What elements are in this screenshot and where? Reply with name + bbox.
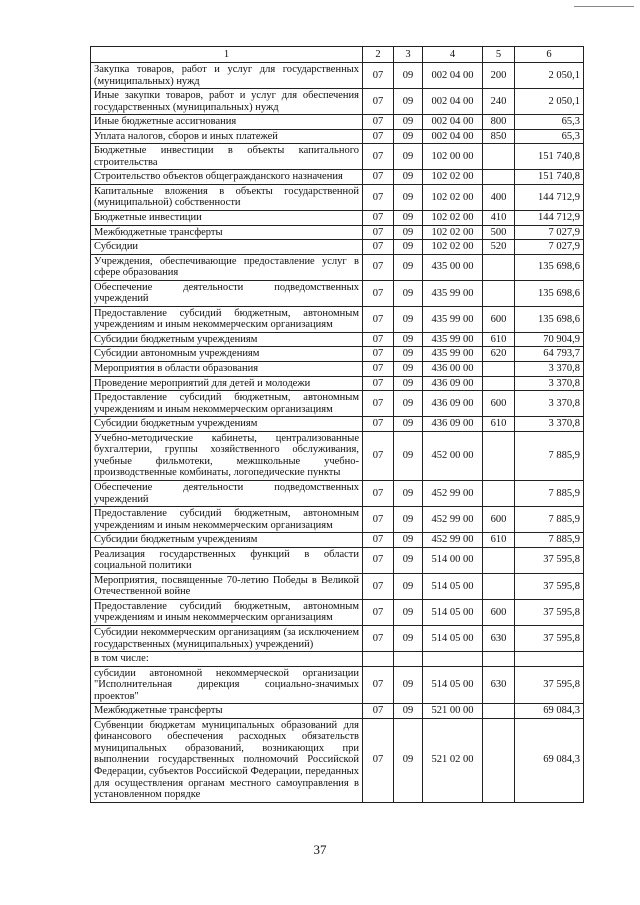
row-name-cell: Закупка товаров, работ и услуг для государственных (муниципальных) нужд bbox=[91, 63, 363, 89]
section-code-cell: 07 bbox=[363, 225, 394, 240]
header-cell: 5 bbox=[483, 47, 515, 63]
subsection-code-cell: 09 bbox=[394, 144, 423, 170]
amount-cell: 7 885,9 bbox=[515, 431, 584, 480]
header-cell: 1 bbox=[91, 47, 363, 63]
section-code-cell: 07 bbox=[363, 184, 394, 210]
table-row bbox=[91, 63, 584, 89]
amount-cell: 2 050,1 bbox=[515, 89, 584, 115]
row-name-cell: Субсидии автономным учреждениям bbox=[91, 347, 363, 362]
amount-cell: 3 370,8 bbox=[515, 362, 584, 377]
section-code-cell: 07 bbox=[363, 115, 394, 130]
row-name-cell: Обеспечение деятельности подведомственных учреждений bbox=[91, 280, 363, 306]
target-article-cell: 002 04 00 bbox=[423, 129, 483, 144]
subsection-code-cell: 09 bbox=[394, 225, 423, 240]
subsection-code-cell: 09 bbox=[394, 63, 423, 89]
row-name-cell: в том числе: bbox=[91, 652, 363, 667]
header-cell: 3 bbox=[394, 47, 423, 63]
amount-cell: 7 027,9 bbox=[515, 240, 584, 255]
expense-type-cell: 500 bbox=[483, 225, 515, 240]
target-article-cell: 436 09 00 bbox=[423, 391, 483, 417]
expense-type-cell: 600 bbox=[483, 306, 515, 332]
section-code-cell: 07 bbox=[363, 63, 394, 89]
section-code-cell: 07 bbox=[363, 362, 394, 377]
subsection-code-cell: 09 bbox=[394, 115, 423, 130]
expense-type-cell: 630 bbox=[483, 666, 515, 704]
expense-type-cell: 400 bbox=[483, 184, 515, 210]
target-article-cell: 435 00 00 bbox=[423, 254, 483, 280]
page-number: 37 bbox=[313, 842, 327, 857]
table-row bbox=[91, 129, 584, 144]
target-article-cell: 514 00 00 bbox=[423, 547, 483, 573]
amount-cell: 37 595,8 bbox=[515, 547, 584, 573]
section-code-cell: 07 bbox=[363, 599, 394, 625]
target-article-cell: 102 00 00 bbox=[423, 144, 483, 170]
row-name-cell: Уплата налогов, сборов и иных платежей bbox=[91, 129, 363, 144]
amount-cell: 2 050,1 bbox=[515, 63, 584, 89]
section-code-cell: 07 bbox=[363, 89, 394, 115]
row-name-cell: Мероприятия, посвященные 70-летию Победы в Великой Отечественной войне bbox=[91, 573, 363, 599]
row-name-cell: Субсидии bbox=[91, 240, 363, 255]
target-article-cell: 435 99 00 bbox=[423, 332, 483, 347]
amount-cell: 69 084,3 bbox=[515, 718, 584, 802]
expense-type-cell: 200 bbox=[483, 63, 515, 89]
table-row bbox=[91, 240, 584, 255]
expense-type-cell: 610 bbox=[483, 332, 515, 347]
row-name-cell: Предоставление субсидий бюджетным, автономным учреждениям и иным некоммерческим организациям bbox=[91, 599, 363, 625]
row-name-cell: Обеспечение деятельности подведомственных учреждений bbox=[91, 480, 363, 506]
row-name-cell: Субсидии бюджетным учреждениям bbox=[91, 533, 363, 548]
expense-type-cell bbox=[483, 718, 515, 802]
amount-cell: 7 885,9 bbox=[515, 480, 584, 506]
table-row bbox=[91, 625, 584, 651]
amount-cell bbox=[515, 652, 584, 667]
target-article-cell: 521 02 00 bbox=[423, 718, 483, 802]
section-code-cell: 07 bbox=[363, 507, 394, 533]
row-name-cell: Субсидии бюджетным учреждениям bbox=[91, 417, 363, 432]
subsection-code-cell: 09 bbox=[394, 89, 423, 115]
target-article-cell: 514 05 00 bbox=[423, 666, 483, 704]
row-name-cell: Субсидии некоммерческим организациям (за исключением государственных (муниципальных) учреждений) bbox=[91, 625, 363, 651]
row-name-cell: субсидии автономной некоммерческой организации "Исполнительная дирекция социально-значимых проектов" bbox=[91, 666, 363, 704]
amount-cell: 37 595,8 bbox=[515, 573, 584, 599]
amount-cell: 135 698,6 bbox=[515, 280, 584, 306]
amount-cell: 37 595,8 bbox=[515, 599, 584, 625]
expense-type-cell bbox=[483, 144, 515, 170]
section-code-cell: 07 bbox=[363, 240, 394, 255]
amount-cell: 65,3 bbox=[515, 115, 584, 130]
subsection-code-cell: 09 bbox=[394, 240, 423, 255]
subsection-code-cell: 09 bbox=[394, 391, 423, 417]
amount-cell: 3 370,8 bbox=[515, 417, 584, 432]
section-code-cell: 07 bbox=[363, 573, 394, 599]
subsection-code-cell: 09 bbox=[394, 129, 423, 144]
target-article-cell: 102 02 00 bbox=[423, 240, 483, 255]
table-row bbox=[91, 391, 584, 417]
row-name-cell: Иные закупки товаров, работ и услуг для обеспечения государственных (муниципальных) нужд bbox=[91, 89, 363, 115]
section-code-cell: 07 bbox=[363, 666, 394, 704]
subsection-code-cell: 09 bbox=[394, 211, 423, 226]
amount-cell: 7 885,9 bbox=[515, 507, 584, 533]
row-name-cell: Проведение мероприятий для детей и молодежи bbox=[91, 376, 363, 391]
row-name-cell: Предоставление субсидий бюджетным, автономным учреждениям и иным некоммерческим организациям bbox=[91, 507, 363, 533]
target-article-cell: 002 04 00 bbox=[423, 89, 483, 115]
amount-cell: 64 793,7 bbox=[515, 347, 584, 362]
row-name-cell: Межбюджетные трансферты bbox=[91, 704, 363, 719]
section-code-cell: 07 bbox=[363, 417, 394, 432]
expense-type-cell: 800 bbox=[483, 115, 515, 130]
subsection-code-cell: 09 bbox=[394, 306, 423, 332]
expense-type-cell: 610 bbox=[483, 533, 515, 548]
section-code-cell: 07 bbox=[363, 625, 394, 651]
target-article-cell: 514 05 00 bbox=[423, 625, 483, 651]
subsection-code-cell bbox=[394, 652, 423, 667]
amount-cell: 69 084,3 bbox=[515, 704, 584, 719]
target-article-cell: 436 09 00 bbox=[423, 376, 483, 391]
target-article-cell: 452 99 00 bbox=[423, 507, 483, 533]
target-article-cell: 514 05 00 bbox=[423, 599, 483, 625]
target-article-cell: 436 09 00 bbox=[423, 417, 483, 432]
section-code-cell: 07 bbox=[363, 704, 394, 719]
table-row bbox=[91, 225, 584, 240]
target-article-cell: 102 02 00 bbox=[423, 170, 483, 185]
amount-cell: 7 885,9 bbox=[515, 533, 584, 548]
target-article-cell bbox=[423, 652, 483, 667]
target-article-cell: 514 05 00 bbox=[423, 573, 483, 599]
expense-type-cell: 600 bbox=[483, 599, 515, 625]
subsection-code-cell: 09 bbox=[394, 280, 423, 306]
subsection-code-cell: 09 bbox=[394, 718, 423, 802]
target-article-cell: 452 99 00 bbox=[423, 533, 483, 548]
row-name-cell: Предоставление субсидий бюджетным, автономным учреждениям и иным некоммерческим организациям bbox=[91, 306, 363, 332]
table-row bbox=[91, 170, 584, 185]
amount-cell: 135 698,6 bbox=[515, 306, 584, 332]
expense-type-cell: 620 bbox=[483, 347, 515, 362]
section-code-cell: 07 bbox=[363, 347, 394, 362]
section-code-cell: 07 bbox=[363, 129, 394, 144]
amount-cell: 3 370,8 bbox=[515, 376, 584, 391]
expense-type-cell: 850 bbox=[483, 129, 515, 144]
table-row bbox=[91, 211, 584, 226]
target-article-cell: 102 02 00 bbox=[423, 211, 483, 226]
table-header-row bbox=[91, 47, 584, 63]
expense-type-cell bbox=[483, 170, 515, 185]
target-article-cell: 436 00 00 bbox=[423, 362, 483, 377]
table-row bbox=[91, 704, 584, 719]
amount-cell: 135 698,6 bbox=[515, 254, 584, 280]
subsection-code-cell: 09 bbox=[394, 547, 423, 573]
subsection-code-cell: 09 bbox=[394, 184, 423, 210]
amount-cell: 144 712,9 bbox=[515, 211, 584, 226]
row-name-cell: Бюджетные инвестиции в объекты капитального строительства bbox=[91, 144, 363, 170]
row-name-cell: Учреждения, обеспечивающие предоставление услуг в сфере образования bbox=[91, 254, 363, 280]
table-row bbox=[91, 652, 584, 667]
expense-type-cell bbox=[483, 254, 515, 280]
row-name-cell: Межбюджетные трансферты bbox=[91, 225, 363, 240]
header-cell: 4 bbox=[423, 47, 483, 63]
subsection-code-cell: 09 bbox=[394, 625, 423, 651]
subsection-code-cell: 09 bbox=[394, 417, 423, 432]
table-row bbox=[91, 507, 584, 533]
table-row bbox=[91, 480, 584, 506]
table-row bbox=[91, 718, 584, 802]
table-row bbox=[91, 431, 584, 480]
section-code-cell: 07 bbox=[363, 254, 394, 280]
table-row bbox=[91, 417, 584, 432]
section-code-cell: 07 bbox=[363, 431, 394, 480]
subsection-code-cell: 09 bbox=[394, 170, 423, 185]
target-article-cell: 452 00 00 bbox=[423, 431, 483, 480]
subsection-code-cell: 09 bbox=[394, 332, 423, 347]
header-cell: 2 bbox=[363, 47, 394, 63]
row-name-cell: Реализация государственных функций в области социальной политики bbox=[91, 547, 363, 573]
target-article-cell: 002 04 00 bbox=[423, 115, 483, 130]
amount-cell: 7 027,9 bbox=[515, 225, 584, 240]
table-row bbox=[91, 306, 584, 332]
row-name-cell: Капитальные вложения в объекты государственной (муниципальной) собственности bbox=[91, 184, 363, 210]
expense-type-cell bbox=[483, 547, 515, 573]
expense-type-cell bbox=[483, 480, 515, 506]
target-article-cell: 521 00 00 bbox=[423, 704, 483, 719]
table-row bbox=[91, 184, 584, 210]
table-row bbox=[91, 115, 584, 130]
section-code-cell: 07 bbox=[363, 718, 394, 802]
table-row bbox=[91, 599, 584, 625]
expense-type-cell: 600 bbox=[483, 391, 515, 417]
expense-type-cell bbox=[483, 704, 515, 719]
expense-type-cell: 240 bbox=[483, 89, 515, 115]
row-name-cell: Предоставление субсидий бюджетным, автономным учреждениям и иным некоммерческим организациям bbox=[91, 391, 363, 417]
amount-cell: 151 740,8 bbox=[515, 144, 584, 170]
table-row bbox=[91, 89, 584, 115]
section-code-cell: 07 bbox=[363, 306, 394, 332]
target-article-cell: 102 02 00 bbox=[423, 184, 483, 210]
table-row bbox=[91, 347, 584, 362]
table-body bbox=[91, 63, 584, 803]
table-row bbox=[91, 573, 584, 599]
table-row bbox=[91, 280, 584, 306]
subsection-code-cell: 09 bbox=[394, 362, 423, 377]
expense-type-cell bbox=[483, 573, 515, 599]
row-name-cell: Бюджетные инвестиции bbox=[91, 211, 363, 226]
amount-cell: 70 904,9 bbox=[515, 332, 584, 347]
top-right-scan-mark bbox=[574, 6, 634, 7]
amount-cell: 37 595,8 bbox=[515, 666, 584, 704]
subsection-code-cell: 09 bbox=[394, 376, 423, 391]
section-code-cell: 07 bbox=[363, 144, 394, 170]
subsection-code-cell: 09 bbox=[394, 599, 423, 625]
row-name-cell: Учебно-методические кабинеты, централизованные бухгалтерии, группы хозяйственного обслуживания, учебные фильмотеки, межшкольные учебно-производственные комбинаты, логопедические пункты bbox=[91, 431, 363, 480]
target-article-cell: 435 99 00 bbox=[423, 280, 483, 306]
budget-table bbox=[90, 46, 584, 803]
table-row bbox=[91, 332, 584, 347]
subsection-code-cell: 09 bbox=[394, 347, 423, 362]
expense-type-cell: 520 bbox=[483, 240, 515, 255]
row-name-cell: Строительство объектов общегражданского назначения bbox=[91, 170, 363, 185]
target-article-cell: 435 99 00 bbox=[423, 347, 483, 362]
expense-type-cell bbox=[483, 280, 515, 306]
section-code-cell: 07 bbox=[363, 170, 394, 185]
row-name-cell: Иные бюджетные ассигнования bbox=[91, 115, 363, 130]
section-code-cell: 07 bbox=[363, 280, 394, 306]
section-code-cell: 07 bbox=[363, 376, 394, 391]
table-row bbox=[91, 144, 584, 170]
expense-type-cell bbox=[483, 376, 515, 391]
subsection-code-cell: 09 bbox=[394, 480, 423, 506]
target-article-cell: 435 99 00 bbox=[423, 306, 483, 332]
section-code-cell: 07 bbox=[363, 480, 394, 506]
table-row bbox=[91, 666, 584, 704]
row-name-cell: Мероприятия в области образования bbox=[91, 362, 363, 377]
subsection-code-cell: 09 bbox=[394, 507, 423, 533]
row-name-cell: Субвенции бюджетам муниципальных образований для финансового обеспечения расходных обязательств муниципальных образований, возникающих при выполнении государственных полномочий Российской Федерации, субъектов Российской Федерации, переданных для осуществления органам местного самоуправления в установленном порядке bbox=[91, 718, 363, 802]
row-name-cell: Субсидии бюджетным учреждениям bbox=[91, 332, 363, 347]
subsection-code-cell: 09 bbox=[394, 431, 423, 480]
target-article-cell: 452 99 00 bbox=[423, 480, 483, 506]
expense-type-cell: 610 bbox=[483, 417, 515, 432]
section-code-cell: 07 bbox=[363, 547, 394, 573]
expense-type-cell: 630 bbox=[483, 625, 515, 651]
subsection-code-cell: 09 bbox=[394, 573, 423, 599]
expense-type-cell: 410 bbox=[483, 211, 515, 226]
section-code-cell: 07 bbox=[363, 533, 394, 548]
target-article-cell: 002 04 00 bbox=[423, 63, 483, 89]
expense-type-cell bbox=[483, 431, 515, 480]
expense-type-cell bbox=[483, 362, 515, 377]
expense-type-cell: 600 bbox=[483, 507, 515, 533]
subsection-code-cell: 09 bbox=[394, 666, 423, 704]
subsection-code-cell: 09 bbox=[394, 254, 423, 280]
section-code-cell bbox=[363, 652, 394, 667]
section-code-cell: 07 bbox=[363, 332, 394, 347]
table-row bbox=[91, 254, 584, 280]
table-row bbox=[91, 376, 584, 391]
expense-type-cell bbox=[483, 652, 515, 667]
subsection-code-cell: 09 bbox=[394, 704, 423, 719]
header-cell: 6 bbox=[515, 47, 584, 63]
amount-cell: 3 370,8 bbox=[515, 391, 584, 417]
subsection-code-cell: 09 bbox=[394, 533, 423, 548]
table-row bbox=[91, 362, 584, 377]
table-row bbox=[91, 533, 584, 548]
table-row bbox=[91, 547, 584, 573]
target-article-cell: 102 02 00 bbox=[423, 225, 483, 240]
amount-cell: 151 740,8 bbox=[515, 170, 584, 185]
amount-cell: 144 712,9 bbox=[515, 184, 584, 210]
section-code-cell: 07 bbox=[363, 391, 394, 417]
section-code-cell: 07 bbox=[363, 211, 394, 226]
amount-cell: 37 595,8 bbox=[515, 625, 584, 651]
amount-cell: 65,3 bbox=[515, 129, 584, 144]
